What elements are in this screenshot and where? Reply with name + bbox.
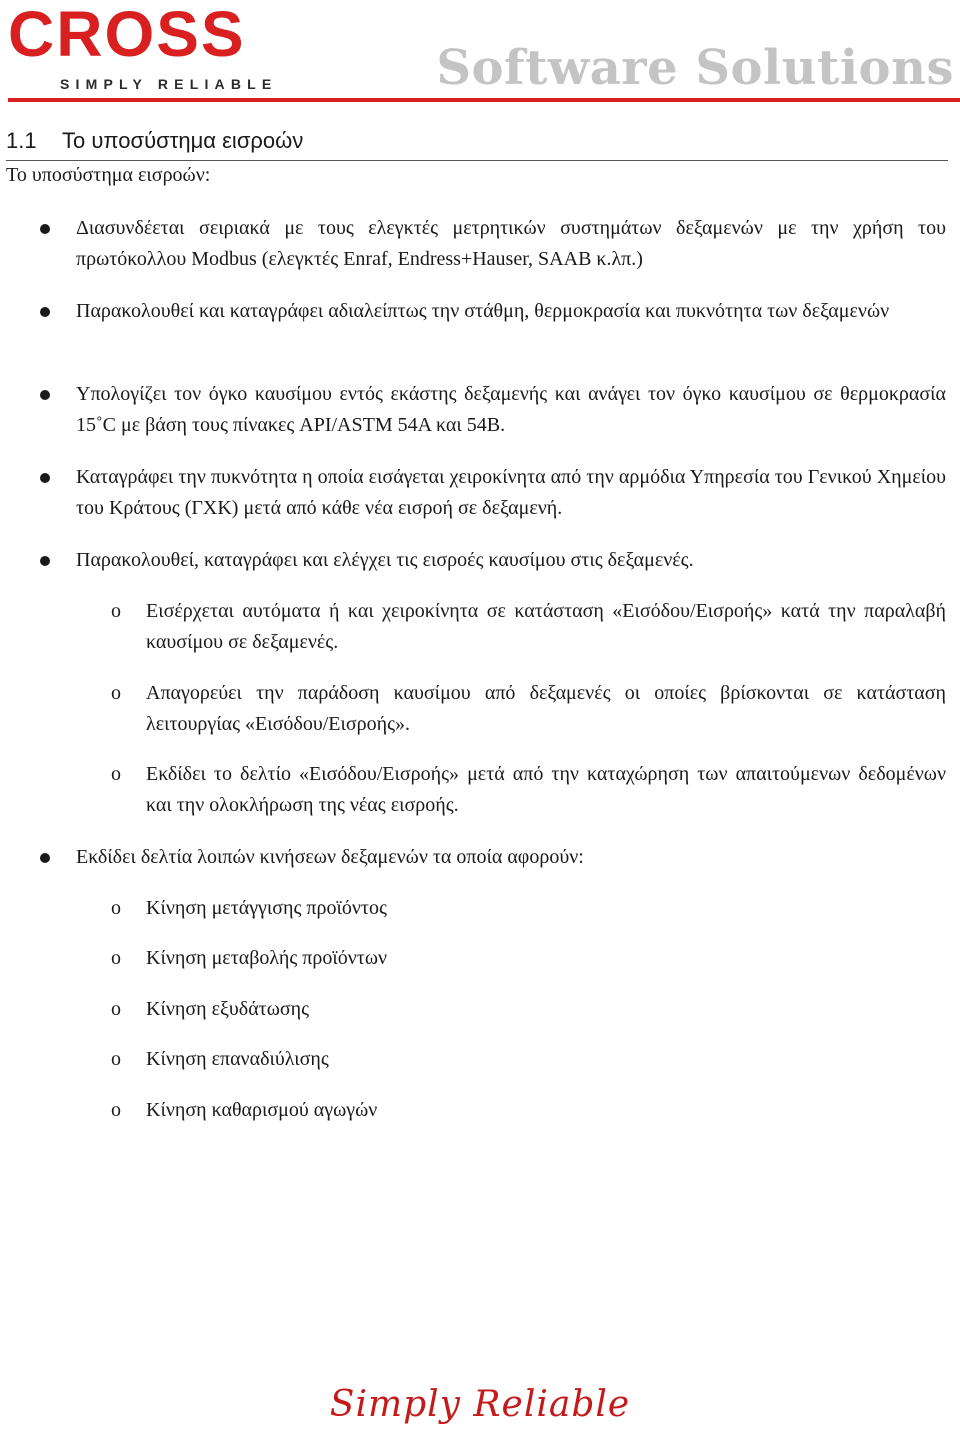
sub-list-item: Απαγορεύει την παράδοση καυσίμου από δεξαμενές οι οποίες βρίσκονται σε κατάσταση λειτουργίας «Εισόδου/Εισροής». <box>146 682 946 735</box>
intro-text: Το υποσύστημα εισροών: <box>6 164 211 186</box>
sub-bullet-marker: o <box>111 1099 121 1121</box>
bullet-dot <box>40 307 50 317</box>
footer-slogan: Simply Reliable <box>329 1384 631 1425</box>
section-heading <box>6 128 303 154</box>
header-divider <box>8 98 960 102</box>
heading-underline <box>6 160 948 161</box>
sub-list-item: Κίνηση καθαρισμού αγωγών <box>146 1099 378 1121</box>
sub-bullet-marker: o <box>111 947 121 969</box>
bullet-dot <box>40 473 50 483</box>
list-item: Παρακολουθεί και καταγράφει αδιαλείπτως την στάθμη, θερμοκρασία και πυκνότητα των δεξαμενών <box>76 300 890 322</box>
cross-logo <box>8 2 277 92</box>
sub-list-item: Εκδίδει το δελτίο «Εισόδου/Εισροής» μετά από την καταχώρηση των απαιτούμενων δεδομένων και την ολοκλήρωση της νέας εισροής. <box>146 763 946 816</box>
list-item: Καταγράφει την πυκνότητα η οποία εισάγεται χειροκίνητα από την αρμόδια Υπηρεσία του Γενικού Χημείου του Κράτους (ΓΧΚ) μετά από κάθε νέα εισροή σε δεξαμενή. <box>76 466 946 519</box>
bullet-dot <box>40 224 50 234</box>
bullet-dot <box>40 853 50 863</box>
bullet-dot <box>40 390 50 400</box>
sub-bullet-marker: o <box>111 1048 121 1070</box>
sub-list-item: Κίνηση μεταβολής προϊόντων <box>146 947 388 969</box>
division-title: Software Solutions <box>436 40 954 96</box>
list-item: Παρακολουθεί, καταγράφει και ελέγχει τις εισροές καυσίμου στις δεξαμενές. <box>76 549 694 571</box>
sub-list-item: Κίνηση εξυδάτωσης <box>146 998 310 1020</box>
sub-bullet-marker: o <box>111 763 121 785</box>
logo-tagline: SIMPLY RELIABLE <box>60 76 278 92</box>
sub-list-item: Κίνηση επαναδιύλισης <box>146 1048 329 1070</box>
sub-bullet-marker: o <box>111 682 121 704</box>
sub-list-item: Εισέρχεται αυτόματα ή και χειροκίνητα σε κατάσταση «Εισόδου/Εισροής» κατά την παραλαβή καυσίμου σε δεξαμενές. <box>146 600 946 653</box>
section-number: 1.1 <box>6 128 37 153</box>
sub-bullet-marker: o <box>111 600 121 622</box>
list-item: Εκδίδει δελτία λοιπών κινήσεων δεξαμενών τα οποία αφορούν: <box>76 846 584 868</box>
bullet-dot <box>40 556 50 566</box>
sub-list-item: Κίνηση μετάγγισης προϊόντος <box>146 897 387 919</box>
section-title: Το υποσύστημα εισροών <box>62 128 304 153</box>
list-item: Υπολογίζει τον όγκο καυσίμου εντός εκάστης δεξαμενής και ανάγει τον όγκο καυσίμου σε θερμοκρασία 15˚C με βάση τους πίνακες API/ASTM 54A και 54B. <box>76 383 946 436</box>
list-item: Διασυνδέεται σειριακά με τους ελεγκτές μετρητικών συστημάτων δεξαμενών με την χρήση του πρωτόκολλου Modbus (ελεγκτές Enraf, Endress+Hauser, SAAB κ.λπ.) <box>76 217 946 270</box>
sub-bullet-marker: o <box>111 998 121 1020</box>
logo-wordmark: CROSS <box>8 0 246 70</box>
sub-bullet-marker: o <box>111 897 121 919</box>
